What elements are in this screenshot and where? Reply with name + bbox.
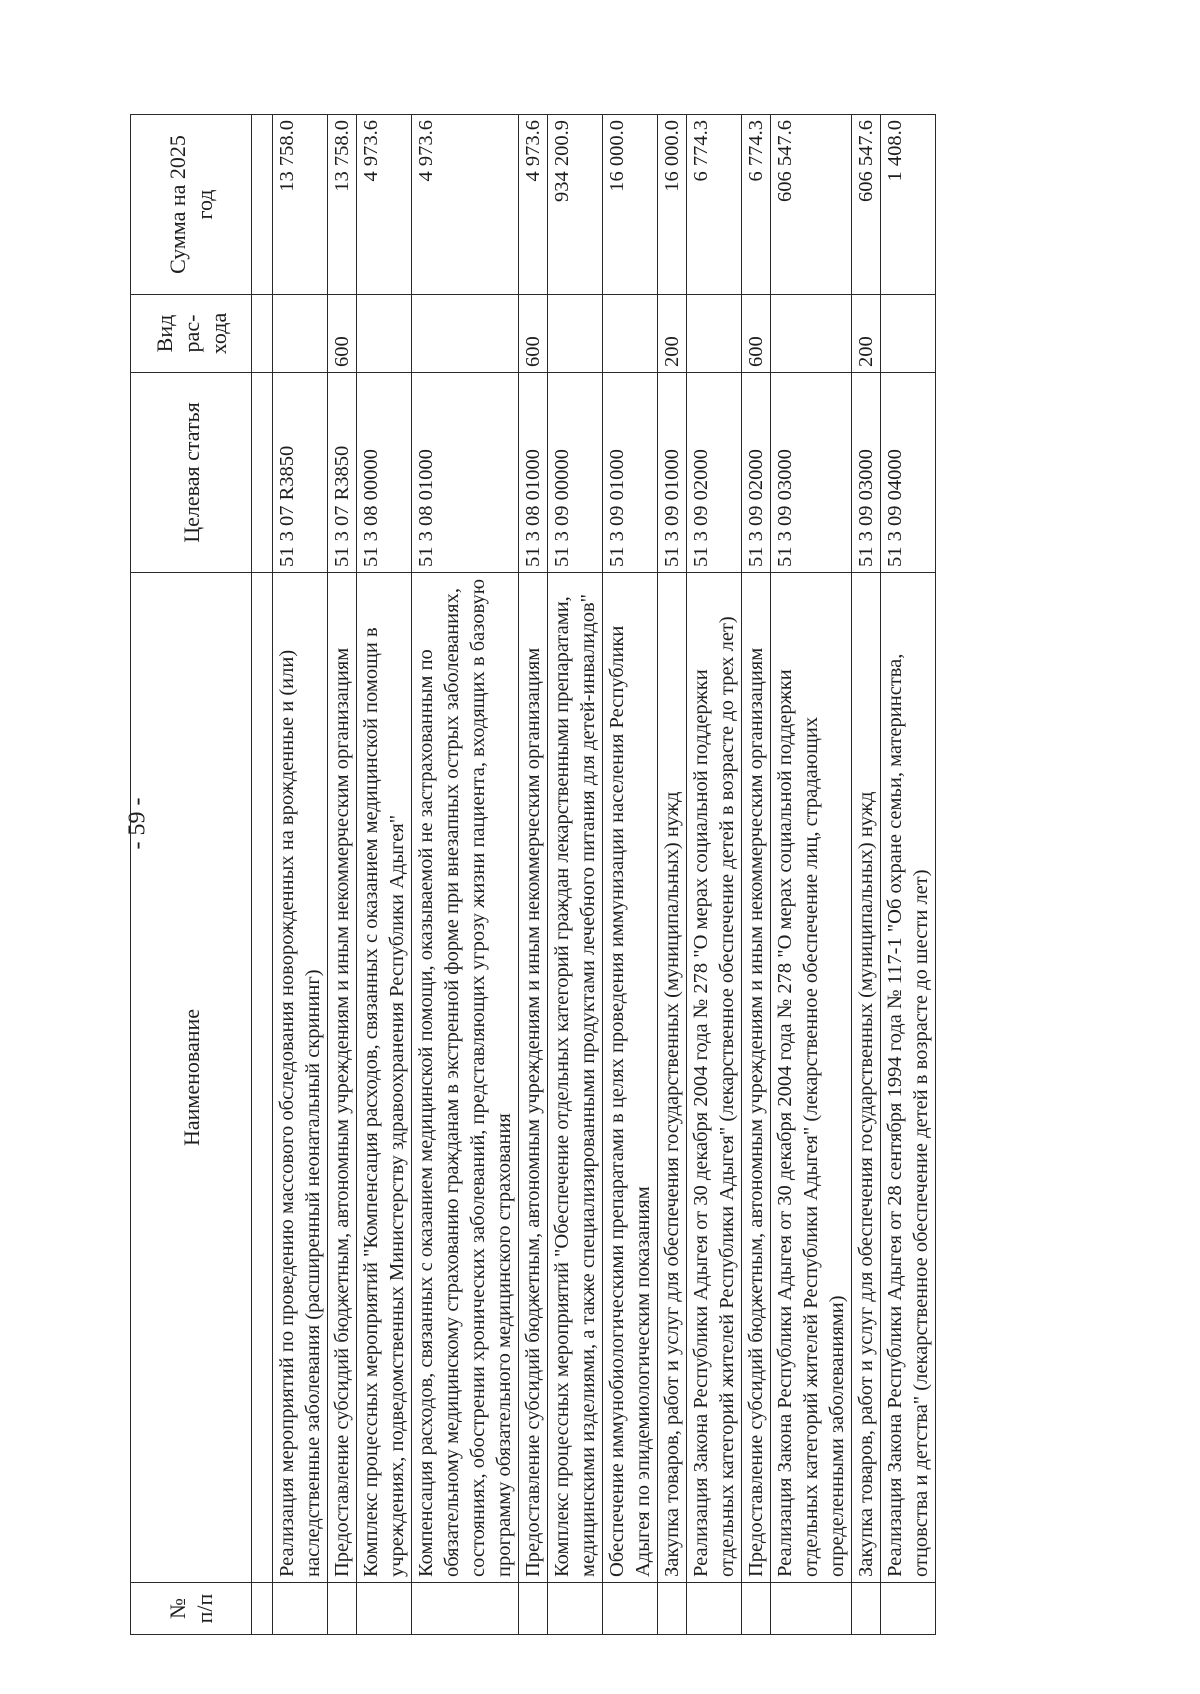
table-row (742, 115, 771, 1635)
row-code: 51 3 07 R3850 (328, 373, 357, 573)
row-code: 51 3 09 00000 (548, 373, 603, 573)
row-sum: 13 758.0 (273, 115, 328, 295)
row-kind (881, 295, 936, 373)
header-name: Наименование (131, 573, 252, 1583)
row-name: Предоставление субсидий бюджетным, автономным учреждениям и иным некоммерческим организациям (519, 573, 548, 1583)
table-row (519, 115, 548, 1635)
page-number: - 59 - (124, 797, 151, 850)
row-code: 51 3 09 04000 (881, 373, 936, 573)
row-kind: 600 (519, 295, 548, 373)
table-row (687, 115, 742, 1635)
row-code: 51 3 09 03000 (852, 373, 881, 573)
row-name: Закупка товаров, работ и услуг для обеспечения государственных (муниципальных) нужд (852, 573, 881, 1583)
table-row (328, 115, 357, 1635)
budget-table (130, 114, 936, 1635)
table-row (658, 115, 687, 1635)
row-num (357, 1583, 412, 1635)
spacer-cell (252, 373, 273, 573)
row-num (328, 1583, 357, 1635)
row-kind (603, 295, 658, 373)
row-kind (548, 295, 603, 373)
header-spacer-row (252, 115, 273, 1635)
row-kind (357, 295, 412, 373)
row-kind: 600 (742, 295, 771, 373)
row-sum: 16 000.0 (603, 115, 658, 295)
row-kind: 200 (658, 295, 687, 373)
row-num (742, 1583, 771, 1635)
spacer-cell (252, 573, 273, 1583)
spacer-cell (252, 1583, 273, 1635)
row-code: 51 3 09 02000 (742, 373, 771, 573)
row-name: Реализация Закона Республики Адыгея от 30 декабря 2004 года № 278 "О мерах социальной поддержки отдельных категорий жителей Республики Адыгея" (лекарственное обеспечение детей в возрасте до трех лет) (687, 573, 742, 1583)
table-row (548, 115, 603, 1635)
row-sum: 606 547.6 (771, 115, 852, 295)
table-row (881, 115, 936, 1635)
row-code: 51 3 09 03000 (771, 373, 852, 573)
table-row (357, 115, 412, 1635)
row-code: 51 3 09 01000 (658, 373, 687, 573)
table-row (852, 115, 881, 1635)
row-sum: 4 973.6 (412, 115, 519, 295)
row-sum: 934 200.9 (548, 115, 603, 295)
row-sum: 606 547.6 (852, 115, 881, 295)
row-code: 51 3 07 R3850 (273, 373, 328, 573)
row-sum: 4 973.6 (519, 115, 548, 295)
row-name: Реализация мероприятий по проведению массового обследования новорожденных на врожденные и (или) наследственные заболевания (расширенный неонатальный скрининг) (273, 573, 328, 1583)
row-sum: 6 774.3 (687, 115, 742, 295)
header-sum: Сумма на 2025 год (131, 115, 252, 295)
row-num (412, 1583, 519, 1635)
row-num (687, 1583, 742, 1635)
row-kind: 600 (328, 295, 357, 373)
row-sum: 4 973.6 (357, 115, 412, 295)
row-kind (273, 295, 328, 373)
table-row (412, 115, 519, 1635)
table-row (771, 115, 852, 1635)
row-sum: 13 758.0 (328, 115, 357, 295)
header-kind: Вид рас- хода (131, 295, 252, 373)
spacer-cell (252, 115, 273, 295)
row-sum: 6 774.3 (742, 115, 771, 295)
header-code: Целевая статья (131, 373, 252, 573)
row-kind (687, 295, 742, 373)
row-code: 51 3 09 01000 (603, 373, 658, 573)
row-name: Реализация Закона Республики Адыгея от 30 декабря 2004 года № 278 "О мерах социальной поддержки отдельных категорий жителей Республики Адыгея" (лекарственное обеспечение лиц, страдающих определенными заболеваниями) (771, 573, 852, 1583)
row-name: Предоставление субсидий бюджетным, автономным учреждениям и иным некоммерческим организациям (742, 573, 771, 1583)
row-code: 51 3 09 02000 (687, 373, 742, 573)
row-num (852, 1583, 881, 1635)
table-body (273, 115, 936, 1635)
spacer-cell (252, 295, 273, 373)
table-row (603, 115, 658, 1635)
row-kind (771, 295, 852, 373)
row-num (881, 1583, 936, 1635)
row-name: Обеспечение иммунобиологическими препаратами в целях проведения иммунизации населения Республики Адыгея по эпидемиологическим показаниям (603, 573, 658, 1583)
budget-table-container (130, 115, 1020, 1635)
row-name: Предоставление субсидий бюджетным, автономным учреждениям и иным некоммерческим организациям (328, 573, 357, 1583)
row-kind: 200 (852, 295, 881, 373)
row-num (658, 1583, 687, 1635)
row-sum: 16 000.0 (658, 115, 687, 295)
row-num (771, 1583, 852, 1635)
row-sum: 1 408.0 (881, 115, 936, 295)
row-code: 51 3 08 00000 (357, 373, 412, 573)
row-num (603, 1583, 658, 1635)
table-header-row (131, 115, 252, 1635)
row-num (548, 1583, 603, 1635)
row-num (519, 1583, 548, 1635)
row-name: Реализация Закона Республики Адыгея от 28 сентября 1994 года № 117-1 "Об охране семьи, материнства, отцовства и детства" (лекарственное обеспечение детей в возрасте до шести лет) (881, 573, 936, 1583)
row-name: Закупка товаров, работ и услуг для обеспечения государственных (муниципальных) нужд (658, 573, 687, 1583)
row-num (273, 1583, 328, 1635)
row-name: Комплекс процессных мероприятий "Компенсация расходов, связанных с оказанием медицинской помощи в учреждениях, подведомственных Министерству здравоохранения Республики Адыгея" (357, 573, 412, 1583)
row-name: Компенсация расходов, связанных с оказанием медицинской помощи, оказываемой не застрахованным по обязательному медицинскому страхованию гражданам в экстренной форме при внезапных острых заболеваниях, состояниях, обострении хронических заболеваний, представляющих угрозу жизни пациента, входящих в базовую программу обязательного медицинского страхования (412, 573, 519, 1583)
row-kind (412, 295, 519, 373)
row-code: 51 3 08 01000 (519, 373, 548, 573)
row-code: 51 3 08 01000 (412, 373, 519, 573)
header-num: № п/п (131, 1583, 252, 1635)
table-row (273, 115, 328, 1635)
row-name: Комплекс процессных мероприятий "Обеспечение отдельных категорий граждан лекарственными препаратами, медицинскими изделиями, а также специализированными продуктами лечебного питания для детей-инвалидов" (548, 573, 603, 1583)
